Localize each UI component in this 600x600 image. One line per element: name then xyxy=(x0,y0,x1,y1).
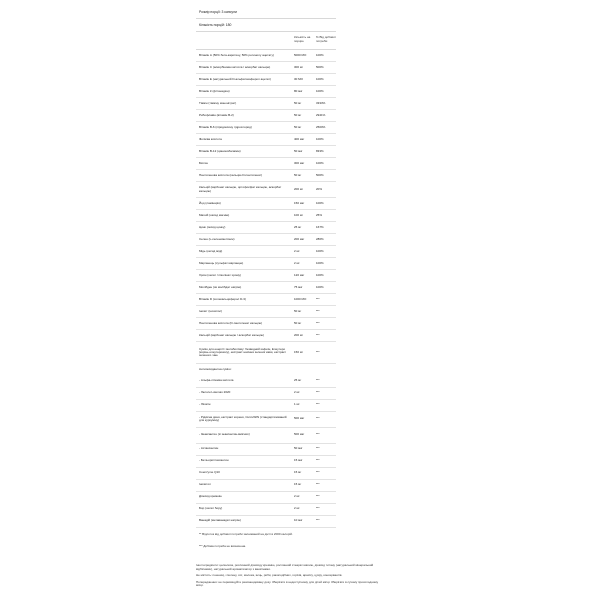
nutrient-row xyxy=(196,98,336,110)
nutrient-daily-value: 20% xyxy=(316,186,323,191)
ingredients-text xyxy=(196,564,386,591)
nutrient-daily-value: 100% xyxy=(316,272,324,277)
nutrient-amount: 100 мг xyxy=(294,212,303,217)
nutrient-name: Діоксид кремнію xyxy=(199,494,222,499)
nutrient-daily-value: 167% xyxy=(316,224,324,229)
nutrient-daily-value: 2500% xyxy=(316,124,326,129)
nutrient-daily-value: *** xyxy=(316,332,320,337)
nutrient-amount: 2 мг xyxy=(294,248,300,253)
nutrient-amount: 2 мг xyxy=(294,260,300,265)
nutrient-row xyxy=(196,246,336,258)
nutrient-row xyxy=(196,258,336,270)
nutrient-name: Цинк (оксид цинку) xyxy=(199,224,226,229)
nutrient-name: Магній (оксид магнію) xyxy=(199,212,230,217)
nutrient-row xyxy=(196,444,336,456)
nutrient-name: Мідь (оксид міді) xyxy=(199,248,223,253)
nutrient-row xyxy=(196,480,336,492)
nutrient-daily-value: *** xyxy=(316,482,320,487)
nutrient-amount: 200 мг xyxy=(294,186,303,191)
header-amount: Кількість на порцію xyxy=(294,35,311,43)
nutrient-amount: 50 мг xyxy=(294,100,302,105)
nutrient-row xyxy=(196,318,336,330)
header-daily-value: % Від добової потреби xyxy=(316,35,336,43)
nutrient-row xyxy=(196,412,336,428)
nutrient-daily-value: *** xyxy=(316,349,320,354)
footnote-daily-value: ** Відсоток від добової потреби заснований на дієті в 2000 калорій. xyxy=(199,531,293,536)
nutrient-amount: 75 мкг xyxy=(294,284,303,289)
nutrient-amount: 300 мкг xyxy=(294,160,305,165)
nutrient-name: Рибофлавін (вітамін В-2) xyxy=(199,112,234,117)
nutrient-name: Вітамін В-6 (піридоксину гідрохлорид) xyxy=(199,124,252,129)
supplement-facts-panel xyxy=(196,6,336,553)
nutrient-amount: 15 мкг xyxy=(294,458,303,463)
nutrient-row xyxy=(196,158,336,170)
nutrient-row xyxy=(196,294,336,306)
nutrient-name: Кальцій (карбонат кальцію, ортофосфат кальцію, аскорбат кальцію) xyxy=(199,185,282,193)
nutrient-row xyxy=(196,62,336,74)
nutrient-daily-value: 25% xyxy=(316,212,323,217)
nutrient-daily-value: 100% xyxy=(316,260,324,265)
nutrient-name: - Зеаксантин (зі зеаксантин-вмісних) xyxy=(199,432,250,437)
nutrient-row xyxy=(196,456,336,468)
nutrient-row xyxy=(196,282,336,294)
nutrient-row xyxy=(196,330,336,342)
nutrient-daily-value: 500% xyxy=(316,172,324,177)
antioxidant-section-label: Антиоксидантна суміш: xyxy=(199,367,232,372)
nutrient-row xyxy=(196,134,336,146)
nutrient-name: - Бета-криптоксантин xyxy=(199,458,229,463)
nutrient-row xyxy=(196,222,336,234)
other-ingredients: Інші інгредієнти: целюлоза, рослинний діоксиду кремнію, рослинний стеарат магнію, діоксид титану (натуральний мінеральний відбілювач), натуральний ароматизатор з ванілінами. xyxy=(196,563,374,571)
nutrient-amount: 150 мг xyxy=(294,349,303,354)
nutrient-name: Марганець (сульфат марганцю) xyxy=(199,260,244,265)
nutrient-amount: 2 мг xyxy=(294,494,300,499)
nutrient-row xyxy=(196,342,336,364)
nutrient-row xyxy=(196,468,336,480)
nutrient-amount: 120 мкг xyxy=(294,272,305,277)
table-header xyxy=(196,32,336,50)
nutrient-daily-value: *** xyxy=(316,390,320,395)
nutrient-row xyxy=(196,146,336,158)
nutrient-row xyxy=(196,74,336,86)
nutrient-daily-value: *** xyxy=(316,432,320,437)
nutrient-amount: 50 мг xyxy=(294,308,302,313)
nutrient-row xyxy=(196,504,336,516)
nutrient-row xyxy=(196,516,336,528)
servings-count: Кількість порцій: 180 xyxy=(196,19,336,32)
nutrient-daily-value: *** xyxy=(316,506,320,511)
nutrient-daily-value: 100% xyxy=(316,88,324,93)
nutrient-name: Інозитол xyxy=(199,482,211,487)
warning-text: Попередження: не перевищуйте рекомендовану дозу. Зберігати в недоступному для дітей місці. Зберігати в сухому прохолодному місці. xyxy=(196,579,379,588)
nutrient-daily-value: 500% xyxy=(316,64,324,69)
nutrient-daily-value: *** xyxy=(316,416,320,421)
nutrient-row xyxy=(196,306,336,318)
nutrient-amount: 5000 МО xyxy=(294,52,307,57)
nutrient-daily-value: *** xyxy=(316,458,320,463)
nutrient-daily-value: 3333% xyxy=(316,100,326,105)
nutrient-name: Вітамін Е (натуральний D-альфатокоферол ацетат) xyxy=(199,76,271,81)
nutrient-daily-value: *** xyxy=(316,518,320,523)
nutrient-name: Вітамін D (холекальциферол D-3) xyxy=(199,296,246,301)
nutrient-amount: 150 мкг xyxy=(294,200,305,205)
nutrient-daily-value: 100% xyxy=(316,136,324,141)
nutrient-amount: 400 мкг xyxy=(294,136,305,141)
nutrient-amount: 50 мкг xyxy=(294,148,303,153)
nutrient-row xyxy=(196,388,336,400)
nutrient-amount: 500 мкг xyxy=(294,416,305,421)
nutrient-name: Біотин xyxy=(199,160,208,165)
nutrient-amount: 10 мкг xyxy=(294,518,303,523)
nutrient-daily-value: 100% xyxy=(316,200,324,205)
nutrient-name: - Альфа-ліпоєва кислота xyxy=(199,378,234,383)
nutrient-name: Селен (L-селенометіонін) xyxy=(199,236,235,241)
nutrient-row xyxy=(196,170,336,182)
nutrient-name: - Астаксантин xyxy=(199,446,219,451)
nutrient-daily-value: *** xyxy=(316,296,320,301)
nutrient-name: Хром (хелат / піколінат хрому) xyxy=(199,272,242,277)
nutrient-row xyxy=(196,376,336,388)
nutrient-amount: 50 мг xyxy=(294,112,302,117)
nutrient-row xyxy=(196,428,336,444)
nutrient-row xyxy=(196,400,336,412)
nutrient-name: Суміш для енергії і метаболізму: безводний кофеїн, Елеутеро (корінь елеутерококу), екстракт насіння зеленої кави, екстракт зеленого чаю xyxy=(199,346,287,358)
nutrient-amount: 50 мг xyxy=(294,172,302,177)
nutrient-name: - Рідкісна диня, екстракт кореня, CurcuWIN (стандартизований для куркуміну) xyxy=(199,414,287,423)
nutrient-name: - Лікопін xyxy=(199,402,211,407)
nutrient-row xyxy=(196,210,336,222)
nutrient-amount: 300 мг xyxy=(294,64,303,69)
nutrient-amount: 50 мкг xyxy=(294,446,303,451)
nutrient-daily-value: *** xyxy=(316,470,320,475)
antioxidant-list xyxy=(196,376,336,528)
nutrient-daily-value: 2941% xyxy=(316,112,326,117)
nutrient-row xyxy=(196,492,336,504)
nutrient-daily-value: *** xyxy=(316,378,320,383)
nutrient-row xyxy=(196,110,336,122)
footnote-not-established: *** Добова потреба не визначена. xyxy=(199,544,247,549)
nutrient-amount: 2 мг xyxy=(294,506,300,511)
nutrient-amount: 25 мг xyxy=(294,224,302,229)
nutrient-name: Фолієва кислота xyxy=(199,136,222,141)
nutrient-row xyxy=(196,182,336,198)
nutrient-name: Coenzyme Q10 xyxy=(199,470,220,475)
nutrient-name: Пантотенова кислота (кальцію D-пантотенат) xyxy=(199,172,263,177)
nutrient-name: Кальцій (карбонат кальцію / аскорбат кальцію) xyxy=(199,332,264,337)
nutrient-row xyxy=(196,122,336,134)
nutrient-daily-value: 286% xyxy=(316,236,324,241)
serving-size: Розмір порції: 3 капсули xyxy=(196,6,336,19)
nutrient-amount: 500 мкг xyxy=(294,432,305,437)
nutrient-row xyxy=(196,50,336,62)
nutrient-daily-value: 833% xyxy=(316,148,324,153)
nutrient-name: Інозит (інозитол) xyxy=(199,308,223,313)
nutrient-name: Пантотенова кислота (D-пантотенат кальцію) xyxy=(199,320,263,325)
nutrient-daily-value: *** xyxy=(316,446,320,451)
nutrient-row xyxy=(196,270,336,282)
nutrient-name: Молібден (як молібдат натрію) xyxy=(199,284,242,289)
nutrient-row xyxy=(196,86,336,98)
nutrient-amount: 50 мг xyxy=(294,124,302,129)
nutrient-daily-value: 100% xyxy=(316,52,324,57)
nutrient-amount: 2 мг xyxy=(294,390,300,395)
nutrient-list xyxy=(196,50,336,364)
nutrient-amount: 25 мг xyxy=(294,378,302,383)
nutrient-daily-value: 100% xyxy=(316,248,324,253)
nutrient-name: Вітамін А (50% бета-каротину, 50% ретинолу ацетату) xyxy=(199,52,274,57)
nutrient-daily-value: *** xyxy=(316,494,320,499)
nutrient-name: Ванадій (метаванадат натрію) xyxy=(199,518,241,523)
nutrient-name: Вітамін В-12 (ціанокобаламін) xyxy=(199,148,241,153)
nutrient-name: Вітамін К (фітонадіон) xyxy=(199,88,230,93)
nutrient-amount: 50 мг xyxy=(294,320,302,325)
nutrient-name: Вітамін С (аскорбінова кислота / аскорбат кальцію) xyxy=(199,64,271,69)
nutrient-name: Йод (ламінарія) xyxy=(199,200,221,205)
allergen-info: Не містить: пшениці, глютену, сої, молока, яєць, риби, ракоподібних, горіхів, арахісу, цукру, консервантів. xyxy=(196,573,343,578)
nutrient-amount: 15 мг xyxy=(294,482,302,487)
header-name-col xyxy=(196,36,294,43)
nutrient-daily-value: *** xyxy=(316,308,320,313)
nutrient-amount: 15 мг xyxy=(294,470,302,475)
nutrient-daily-value: 100% xyxy=(316,160,324,165)
nutrient-amount: 200 мкг xyxy=(294,236,305,241)
nutrient-amount: 80 мкг xyxy=(294,88,303,93)
nutrient-amount: 30 МО xyxy=(294,76,304,81)
nutrient-name: Тіамін (тіаміну мононітрат) xyxy=(199,100,237,105)
nutrient-name: - Лютеїн Lutemax 2020 xyxy=(199,390,231,395)
nutrient-amount: 1000 МО xyxy=(294,296,307,301)
nutrient-amount: 1 мг xyxy=(294,402,300,407)
nutrient-daily-value: *** xyxy=(316,320,320,325)
nutrient-name: Бор (хелат бору) xyxy=(199,506,223,511)
nutrient-row xyxy=(196,198,336,210)
nutrient-daily-value: 100% xyxy=(316,76,324,81)
nutrient-daily-value: *** xyxy=(316,402,320,407)
nutrient-amount: 200 мг xyxy=(294,332,303,337)
nutrient-daily-value: 100% xyxy=(316,284,324,289)
nutrient-row xyxy=(196,234,336,246)
